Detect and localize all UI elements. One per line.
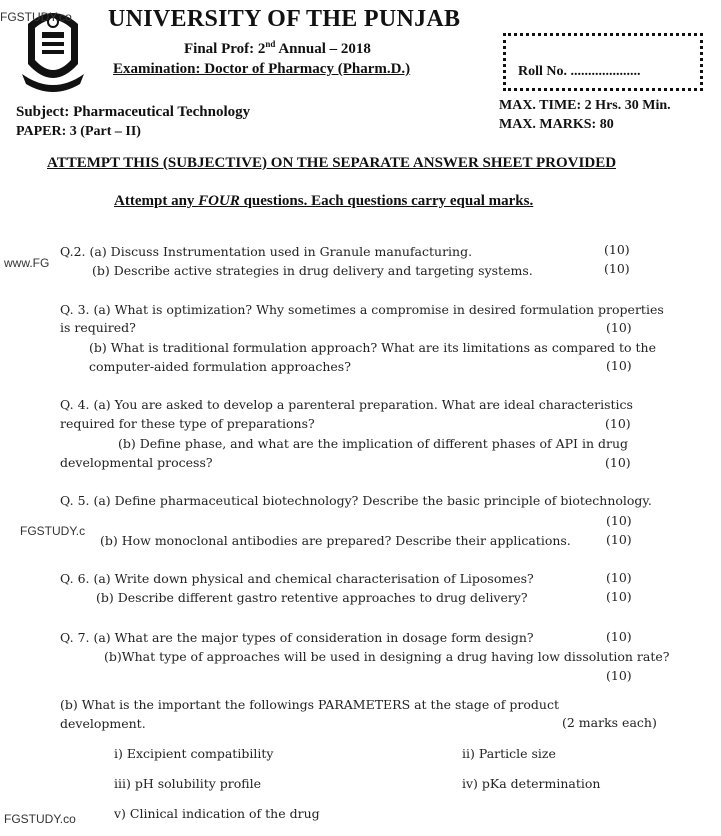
watermark-bottom: FGSTUDY.co [4,812,76,826]
q4a-line1: Q. 4. (a) You are asked to develop a parenteral preparation. What are ideal characteristics [60,397,633,412]
q3b-line1: (b) What is traditional formulation approach? What are its limitations as compared to the [89,340,656,355]
instruction-subjective: ATTEMPT THIS (SUBJECTIVE) ON THE SEPARATE ANSWER SHEET PROVIDED [47,155,617,171]
q7c-line2: development. [60,716,146,731]
q6a-text: Q. 6. (a) Write down physical and chemical characterisation of Liposomes? [60,571,534,586]
q7b-marks: (10) [606,668,632,683]
roll-number-box [503,33,703,91]
param-ph-solubility: iii) pH solubility profile [114,776,261,791]
q5b-text: (b) How monoclonal antibodies are prepared? Describe their applications. [100,533,571,548]
q6a-marks: (10) [606,570,632,585]
q3a-marks: (10) [606,320,632,335]
q5a-text: Q. 5. (a) Define pharmaceutical biotechnology? Describe the basic principle of biotechnology. [60,493,652,508]
q6b-text: (b) Describe different gastro retentive approaches to drug delivery? [96,590,528,605]
q4b-line1: (b) Define phase, and what are the implication of different phases of API in drug [118,436,629,451]
q5b-marks: (10) [606,532,632,547]
q3b-marks: (10) [606,358,632,373]
q4a-marks: (10) [605,416,631,431]
instruction-attempt: Attempt any FOUR questions. Each questions carry equal marks. [114,193,534,209]
subject-line: Subject: Pharmaceutical Technology [16,104,251,120]
q4b-marks: (10) [605,455,631,470]
watermark-mid-1: www.FG [4,256,50,270]
param-pka: iv) pKa determination [462,776,601,791]
q7c-marks: (2 marks each) [562,715,657,730]
q2b-marks: (10) [604,261,630,276]
param-clinical: v) Clinical indication of the drug [114,806,320,821]
max-marks: MAX. MARKS: 80 [499,117,614,132]
q3b-line2: computer-aided formulation approaches? [89,359,351,374]
final-prof: Final Prof: 2nd Annual – 2018 [184,39,371,57]
examination-line: Examination: Doctor of Pharmacy (Pharm.D.) [113,61,411,77]
q7c-line1: (b) What is the important the followings PARAMETERS at the stage of product [60,697,559,712]
q2a-marks: (10) [604,242,630,257]
q5a-marks: (10) [606,513,632,528]
paper-line: PAPER: 3 (Part – II) [16,124,141,139]
q7b-text: (b)What type of approaches will be used in designing a drug having low dissolution rate? [104,649,670,664]
watermark-mid-2: FGSTUDY.c [20,524,86,538]
q3a-line1: Q. 3. (a) What is optimization? Why sometimes a compromise in desired formulation properties [60,302,664,317]
q4b-line2: developmental process? [60,455,213,470]
q7a-marks: (10) [606,629,632,644]
roll-number-label: Roll No. .................... [518,64,641,79]
university-title: UNIVERSITY OF THE PUNJAB [108,6,461,32]
q7a-text: Q. 7. (a) What are the major types of consideration in dosage form design? [60,630,534,645]
max-time: MAX. TIME: 2 Hrs. 30 Min. [499,98,671,113]
q6b-marks: (10) [606,589,632,604]
q2a-text: Q.2. (a) Discuss Instrumentation used in Granule manufacturing. [60,244,473,259]
q4a-line2: required for these type of preparations? [60,416,315,431]
param-excipient: i) Excipient compatibility [114,746,274,761]
q2b-text: (b) Describe active strategies in drug delivery and targeting systems. [92,263,533,278]
watermark-top: FGSTUDY.co [0,10,72,24]
param-particle-size: ii) Particle size [462,746,556,761]
q3a-line2: is required? [60,320,136,335]
